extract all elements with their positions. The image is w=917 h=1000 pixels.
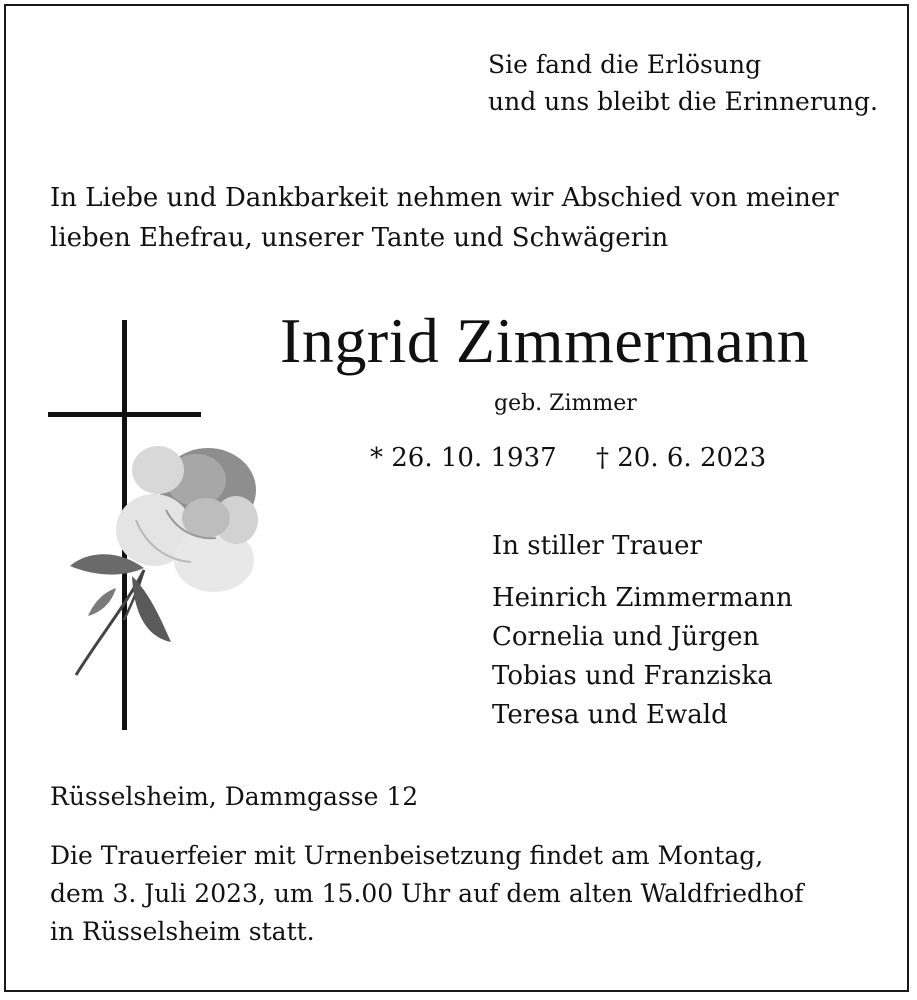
motto xyxy=(488,46,878,120)
birth-date: * 26. 10. 1937 xyxy=(370,443,557,473)
intro-text xyxy=(50,178,870,258)
mourner-item: Tobias und Franziska xyxy=(492,661,773,691)
deceased-name: Ingrid Zimmermann xyxy=(280,305,810,376)
mourner-list xyxy=(492,579,793,735)
service-details xyxy=(50,837,870,951)
service-line-2: dem 3. Juli 2023, um 15.00 Uhr auf dem alten Waldfriedhof xyxy=(50,879,804,908)
address: Rüsselsheim, Dammgasse 12 xyxy=(50,782,419,811)
service-line-3: in Rüsselsheim statt. xyxy=(50,917,315,946)
mourner-item: Teresa und Ewald xyxy=(492,700,728,730)
mourner-item: Heinrich Zimmermann xyxy=(492,583,793,613)
motto-line-2: und uns bleibt die Erinnerung. xyxy=(488,87,878,116)
service-line-1: Die Trauerfeier mit Urnenbeisetzung findet am Montag, xyxy=(50,841,764,870)
mourning-label: In stiller Trauer xyxy=(492,531,702,561)
intro-line-1: In Liebe und Dankbarkeit nehmen wir Abschied von meiner xyxy=(50,183,839,213)
cross-with-flower xyxy=(46,320,276,740)
flower-icon xyxy=(70,446,258,675)
death-date: † 20. 6. 2023 xyxy=(596,443,767,473)
motto-line-1: Sie fand die Erlösung xyxy=(488,50,762,79)
mourner-item: Cornelia und Jürgen xyxy=(492,622,760,652)
intro-line-2: lieben Ehefrau, unserer Tante und Schwägerin xyxy=(50,223,669,253)
maiden-name: geb. Zimmer xyxy=(494,391,637,416)
